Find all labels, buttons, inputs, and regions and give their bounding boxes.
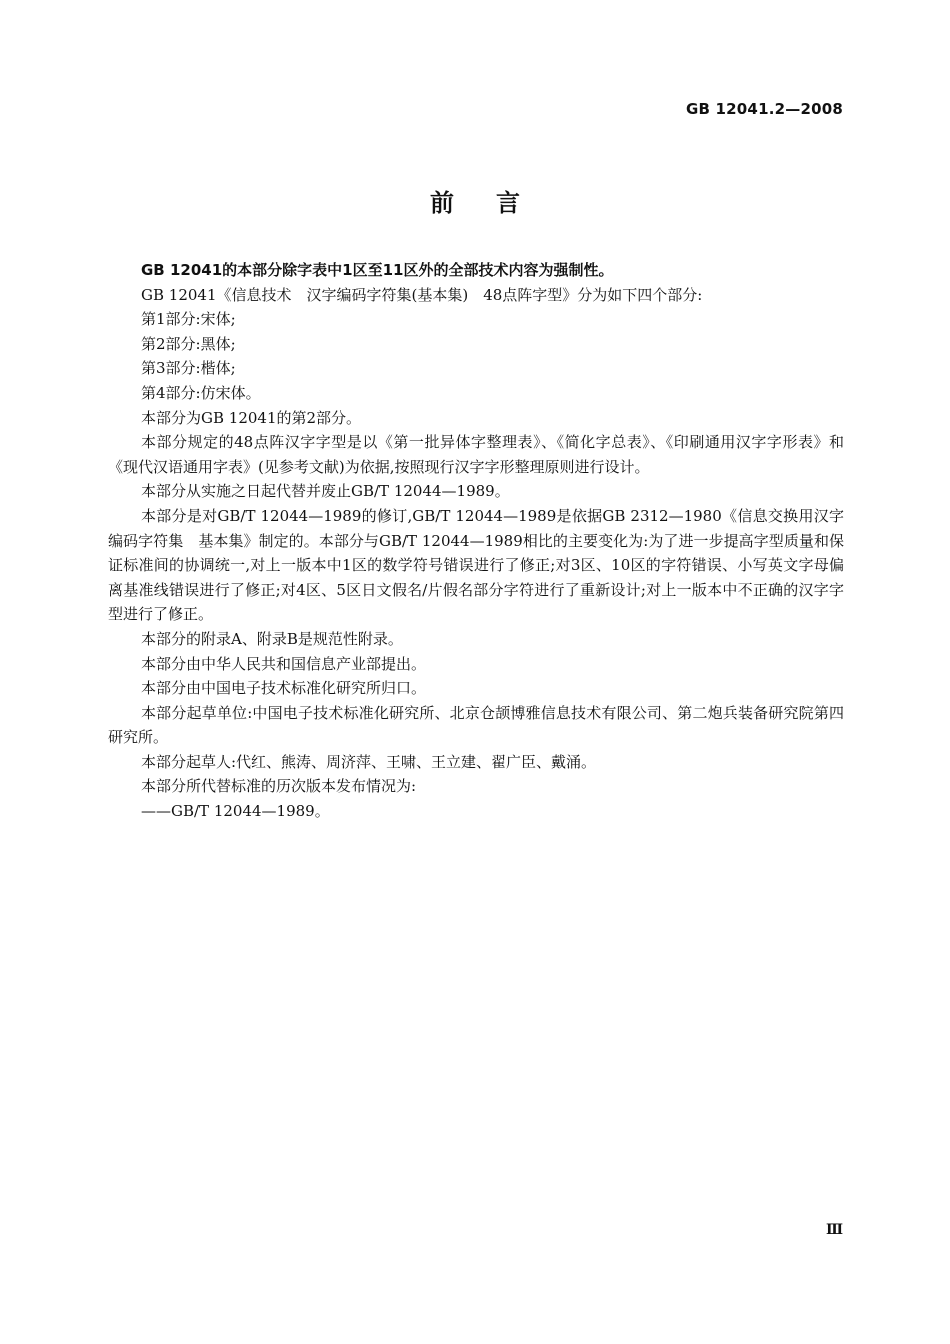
- list-item: 第1部分:宋体;: [141, 310, 236, 329]
- paragraph: 本部分规定的48点阵汉字字型是以《第一批异体字整理表》、《简化字总表》、《印刷通用汉字字形表》和《现代汉语通用字表》(见参考文献)为依据,按照现行汉字字形整理原则进行设计。: [108, 433, 844, 476]
- paragraph: 本部分起草单位:中国电子技术标准化研究所、北京仓颉博雅信息技术有限公司、第二炮兵装备研究院第四研究所。: [108, 703, 844, 747]
- foreword-body: [108, 258, 844, 824]
- paragraph: 本部分由中国电子技术标准化研究所归口。: [141, 679, 427, 698]
- page-title: 前言: [430, 189, 562, 217]
- mandatory-statement: GB 12041的本部分除字表中1区至11区外的全部技术内容为强制性。: [141, 261, 614, 279]
- paragraph: 本部分由中华人民共和国信息产业部提出。: [141, 654, 427, 673]
- paragraph: 本部分所代替标准的历次版本发布情况为:: [141, 777, 417, 796]
- paragraph: 本部分起草人:代红、熊涛、周济萍、王啸、王立建、翟广臣、戴涌。: [141, 752, 597, 771]
- page-number: Ⅲ: [825, 1222, 843, 1238]
- list-item: 第2部分:黑体;: [141, 334, 236, 353]
- list-item: ——GB/T 12044—1989。: [141, 802, 330, 821]
- paragraph: 本部分是对GB/T 12044—1989的修订,GB/T 12044—1989是依据GB 2312—1980《信息交换用汉字编码字符集 基本集》制定的。本部分与GB/T 12044—1989相比的主要变化为:为了进一步提高字型质量和保证标准间的协调统一,对上一版本中1区的数学符号错误进行了修正;对3区、10区的字符错误、小写英文字母偏离基准线错误进行了修正;对4区、5区日文假名/片假名部分字符进行了重新设计;对上一版本中不正确的汉字字型进行了修正。: [108, 506, 844, 624]
- list-item: 第4部分:仿宋体。: [141, 383, 261, 402]
- paragraph: GB 12041《信息技术 汉字编码字符集(基本集) 48点阵字型》分为如下四个部分:: [141, 285, 703, 304]
- list-item: 第3部分:楷体;: [141, 359, 236, 378]
- paragraph: 本部分的附录A、附录B是规范性附录。: [141, 629, 403, 648]
- document-number: GB 12041.2—2008: [685, 100, 843, 118]
- paragraph: 本部分为GB 12041的第2部分。: [141, 408, 362, 427]
- paragraph: 本部分从实施之日起代替并废止GB/T 12044—1989。: [141, 482, 510, 501]
